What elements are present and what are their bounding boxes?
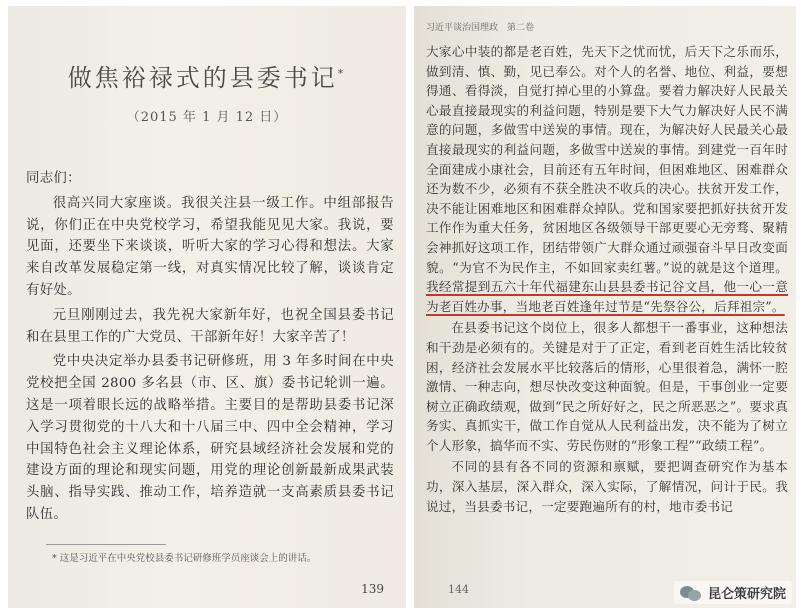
article-date: （2015 年 1 月 12 日）	[126, 110, 288, 125]
left-page-body	[26, 168, 394, 529]
paragraph: 党中央决定举办县委书记研修班，用 3 年多时间在中央党校把全国 2800 多名县（市、区、旗）委书记轮训一遍。这是一项着眼长远的战略举措。主要目的是帮助县委书记深入学习贯彻党的十八大和十八届三中、四中全会精神，学习中国特色社会主义理论体系，研究县域经济社会发展和党的建设方面的理论和现实问题，用党的理论创新最新成果武装头脑、指导实践、推动工作，培养造就一支高素质县委书记队伍。	[26, 354, 394, 522]
footnote-divider	[46, 544, 166, 545]
title-footnote-mark: *	[337, 67, 347, 80]
right-page-body	[426, 42, 788, 518]
highlighted-quote: 我经常提到五六十年代福建东山县县委书记谷文昌，他一心一意为老百姓办事，当地老百姓逢年过节是“先祭谷公，后拜祖宗”。	[426, 279, 788, 314]
watermark-text: 昆仑策研究院	[707, 587, 786, 602]
paragraph: 在县委书记这个岗位上，很多人都想干一番事业，这种想法和干劲是必须有的。关键是对于了正定，看到老百姓生活比较贫困，经济社会发展水平比较落后的情形，心里很着急，满怀一腔激情、一种志向，想尽快改变这种面貌。但是，干事创业一定要树立正确政绩观，做到“民之所好好之，民之所恶恶之”。要求真务实、真抓实干，做工作自觉从人民利益出发，决不能为了树立个人形象，搞华而不实、劳民伤财的“形象工程”“政绩工程”。	[426, 320, 788, 453]
article-title: 做焦裕禄式的县委书记*	[67, 64, 347, 92]
wechat-icon	[680, 584, 702, 602]
salutation: 同志们：	[26, 171, 81, 186]
paragraph: 大家心中装的都是老百姓，先天下之忧而忧，后天下之乐而乐，做到清、慎、勤，见已奉公。对个人的名誉、地位、利益，要想得通、看得淡，自觉打掉心里的小算盘。要着力解决好人民最关心最直接最现实的利益问题，特别是要下大气力解决好人民不满意的问题，多做雪中送炭的事情。现在，为解决好人民最关心最直接最现实的利益问题，多做雪中送炭的事情。到建党一百年时全面建成小康社会，目前还有五年时间，但困难地区、困难群众还为数不少，必须有不获全胜决不收兵的决心。扶贫开发工作，决不能让困难地区和困难群众掉队。党和国家要把抓好扶贫开发工作作为重大任务，贫困地区各级领导干部更要心无旁骛、聚精会神抓好这项工作，团结带领广大群众通过顽强奋斗早日改变面貌。“为官不为民作主，不如回家卖红薯。”说的就是这个道理。我经常提到五六十年代福建东山县县委书记谷文昌，他一心一意为老百姓办事，当地老百姓逢年过节是“先祭谷公，后拜祖宗”。	[426, 44, 788, 314]
right-book-page	[414, 6, 796, 608]
paragraph: 不同的县有各不同的资源和禀赋，要把调查研究作为基本功，深入基层，深入群众，深入实际，了解情况，问计于民。我说过，当县委书记，一定要跑遍所有的村，地市委书记	[426, 459, 788, 514]
watermark	[674, 581, 792, 604]
paragraph: 元旦刚刚过去，我先祝大家新年好，也祝全国县委书记和在县里工作的广大党员、干部新年好！大家辛苦了！	[26, 307, 394, 345]
running-header: 习近平谈治国理政 第二卷	[426, 23, 535, 33]
footnote: * 这是习近平在中央党校县委书记研修班学员座谈会上的讲话。	[52, 553, 317, 564]
page-number: 144	[448, 583, 469, 596]
page-number: 139	[361, 582, 384, 596]
paragraph: 很高兴同大家座谈。我很关注县一级工作。中组部报告说，你们正在中央党校学习，希望我能见见大家。我说，要见面，还要坐下来谈谈，听听大家的学习心得和想法。大家来自改革发展稳定第一线，对真实情况比较了解，谈谈肯定有好处。	[26, 195, 394, 298]
left-book-page	[8, 6, 406, 608]
